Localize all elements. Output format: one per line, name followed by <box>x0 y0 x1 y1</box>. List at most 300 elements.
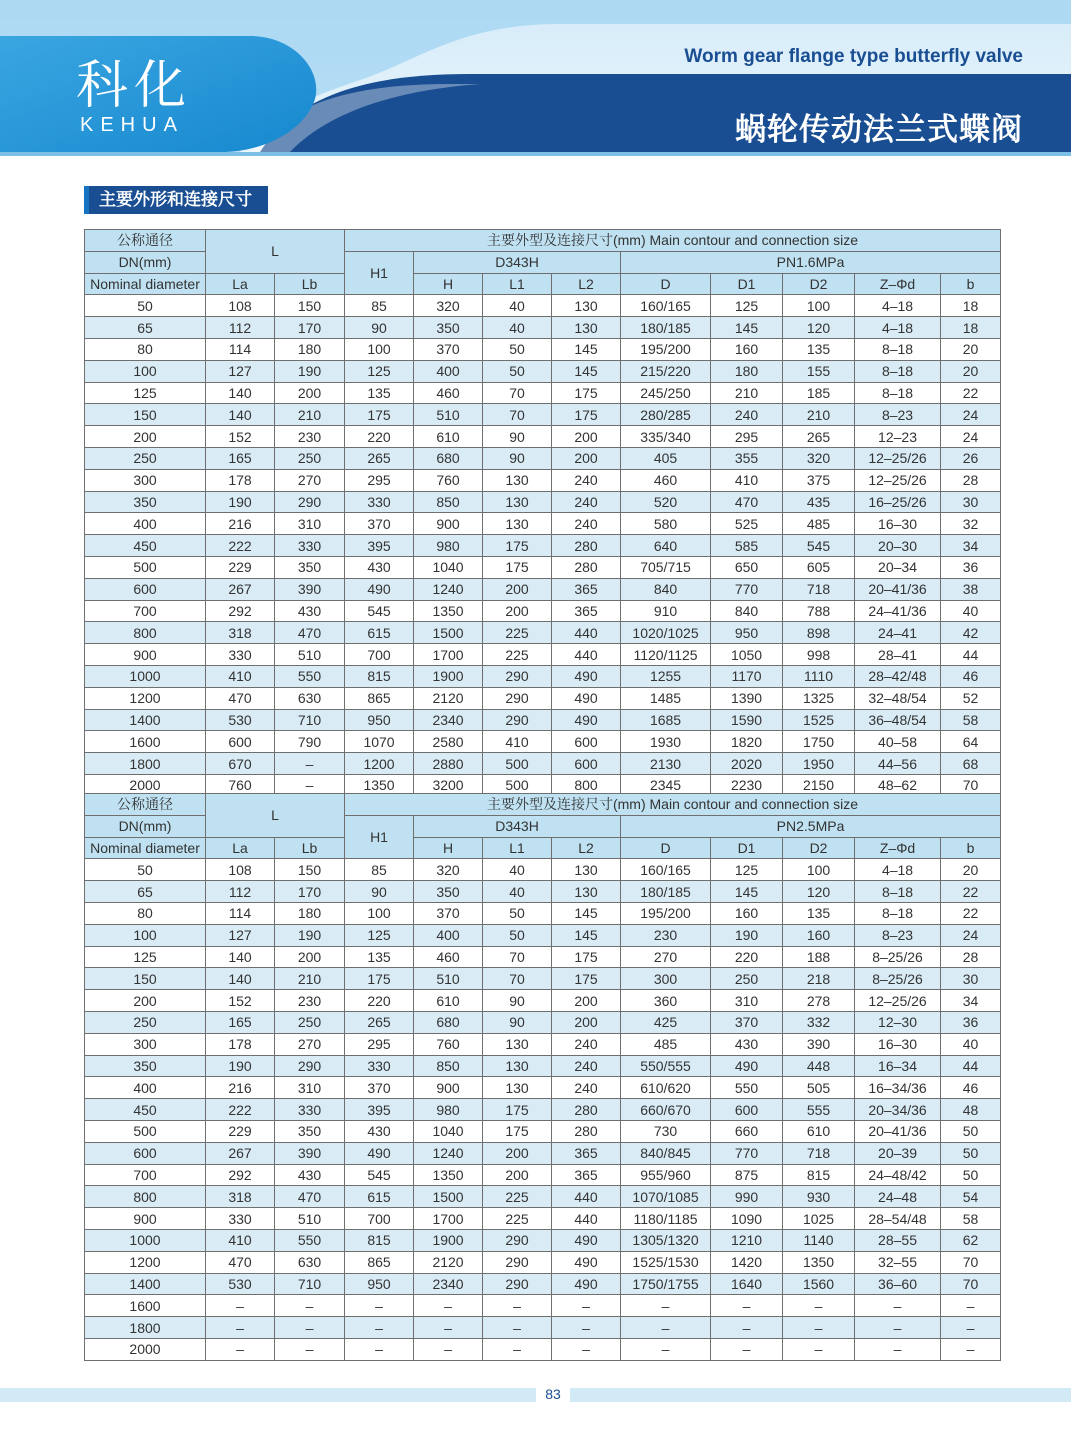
table-cell: 135 <box>345 382 414 404</box>
header-L: L <box>206 230 345 274</box>
table-cell: 1400 <box>85 709 206 731</box>
table-cell: – <box>206 1338 275 1360</box>
header-L1: L1 <box>483 837 552 859</box>
table-cell: 425 <box>621 1011 711 1033</box>
table-cell: 955/960 <box>621 1164 711 1186</box>
table-cell: 160/165 <box>621 859 711 881</box>
table-cell: 485 <box>783 513 855 535</box>
table-cell: 150 <box>275 859 345 881</box>
table-cell: 44 <box>941 1055 1001 1077</box>
table-row <box>85 1011 1001 1033</box>
table-cell: 70 <box>483 946 552 968</box>
table-cell: 1485 <box>621 687 711 709</box>
table-cell: 550 <box>275 1229 345 1251</box>
table-row <box>85 644 1001 666</box>
table-cell: 1930 <box>621 731 711 753</box>
header-model: D343H <box>414 251 621 273</box>
table-cell: 610/620 <box>621 1077 711 1099</box>
table-cell: 50 <box>85 295 206 317</box>
table-cell: 22 <box>941 881 1001 903</box>
table-cell: 230 <box>621 924 711 946</box>
table-cell: 718 <box>783 1142 855 1164</box>
table-cell: 490 <box>711 1055 783 1077</box>
table-cell: 114 <box>206 338 275 360</box>
table-cell: – <box>275 1295 345 1317</box>
table-row <box>85 1164 1001 1186</box>
title-cn: 蜗轮传动法兰式蝶阀 <box>735 112 1023 148</box>
table-cell: 900 <box>85 1208 206 1230</box>
table-cell: 545 <box>783 535 855 557</box>
table-cell: 840 <box>711 600 783 622</box>
table-cell: – <box>414 1295 483 1317</box>
table-cell: 100 <box>783 295 855 317</box>
table-cell: 24–41 <box>855 622 941 644</box>
table-cell: 300 <box>85 469 206 491</box>
table-cell: 1900 <box>414 665 483 687</box>
table-cell: 135 <box>783 902 855 924</box>
table-cell: 8–18 <box>855 338 941 360</box>
table-cell: – <box>483 1317 552 1339</box>
table-cell: 28–54/48 <box>855 1208 941 1230</box>
table-cell: 48–62 <box>855 774 941 796</box>
table-cell: 320 <box>414 295 483 317</box>
table-cell: 898 <box>783 622 855 644</box>
table-cell: 300 <box>85 1033 206 1055</box>
table-row <box>85 382 1001 404</box>
table-cell: 200 <box>85 990 206 1012</box>
table-cell: 125 <box>345 360 414 382</box>
table-cell: 90 <box>345 317 414 339</box>
table-cell: 630 <box>275 1251 345 1273</box>
table-cell: 510 <box>414 968 483 990</box>
table-cell: 700 <box>345 644 414 666</box>
table-cell: 152 <box>206 426 275 448</box>
table-cell: 130 <box>552 317 621 339</box>
table-cell: – <box>206 1295 275 1317</box>
table-cell: 1750/1755 <box>621 1273 711 1295</box>
table-cell: 34 <box>941 535 1001 557</box>
table-cell: 58 <box>941 1208 1001 1230</box>
table-cell: 34 <box>941 990 1001 1012</box>
table-cell: 460 <box>414 946 483 968</box>
table-cell: 28–55 <box>855 1229 941 1251</box>
table-cell: – <box>552 1338 621 1360</box>
table-cell: 62 <box>941 1229 1001 1251</box>
table-cell: 44 <box>941 644 1001 666</box>
header-b: b <box>941 837 1001 859</box>
table-cell: 660/670 <box>621 1099 711 1121</box>
header-D1: D1 <box>711 837 783 859</box>
table-cell: 1560 <box>783 1273 855 1295</box>
table-cell: 270 <box>621 946 711 968</box>
header-L1: L1 <box>483 273 552 295</box>
table-cell: 395 <box>345 1099 414 1121</box>
table-cell: 130 <box>483 1055 552 1077</box>
table-cell: 46 <box>941 1077 1001 1099</box>
table-cell: 200 <box>483 1164 552 1186</box>
table-cell: 20 <box>941 338 1001 360</box>
table-cell: 1020/1025 <box>621 622 711 644</box>
table-cell: 38 <box>941 578 1001 600</box>
table-cell: 50 <box>941 1164 1001 1186</box>
table-cell: 40 <box>941 600 1001 622</box>
table-cell: 145 <box>552 360 621 382</box>
table-cell: 405 <box>621 447 711 469</box>
table-cell: 130 <box>552 295 621 317</box>
table-cell: 395 <box>345 535 414 557</box>
table-cell: 4–18 <box>855 317 941 339</box>
header-nominal-cn: 公称通径 <box>85 794 206 816</box>
table-cell: 145 <box>552 338 621 360</box>
table-cell: 130 <box>483 491 552 513</box>
table-cell: 1000 <box>85 665 206 687</box>
table-cell: 265 <box>783 426 855 448</box>
table-cell: 70 <box>941 1273 1001 1295</box>
table-cell: 365 <box>552 600 621 622</box>
table-cell: 1240 <box>414 578 483 600</box>
table-cell: 330 <box>345 491 414 513</box>
table-cell: 100 <box>783 859 855 881</box>
spec-table-pn25 <box>84 793 1001 1361</box>
table-row <box>85 1186 1001 1208</box>
table-cell: 670 <box>206 753 275 775</box>
table-cell: 178 <box>206 1033 275 1055</box>
table-cell: 470 <box>711 491 783 513</box>
table-cell: 490 <box>345 578 414 600</box>
table-cell: 2880 <box>414 753 483 775</box>
header-Lb: Lb <box>275 837 345 859</box>
table-cell: 130 <box>483 1077 552 1099</box>
table-cell: 930 <box>783 1186 855 1208</box>
table-cell: 240 <box>552 1033 621 1055</box>
table-cell: 40 <box>483 295 552 317</box>
table-cell: 20 <box>941 360 1001 382</box>
table-cell: 615 <box>345 1186 414 1208</box>
table-cell: 350 <box>414 317 483 339</box>
table-cell: 218 <box>783 968 855 990</box>
table-cell: 12–23 <box>855 426 941 448</box>
table-cell: 155 <box>783 360 855 382</box>
header-D: D <box>621 273 711 295</box>
table-cell: 125 <box>85 946 206 968</box>
table-row <box>85 469 1001 491</box>
table-cell: 22 <box>941 902 1001 924</box>
table-cell: – <box>855 1317 941 1339</box>
table-cell: 265 <box>345 1011 414 1033</box>
table-cell: 330 <box>275 535 345 557</box>
table-cell: 440 <box>552 1208 621 1230</box>
table-cell: 332 <box>783 1011 855 1033</box>
logo-en: KEHUA <box>80 114 184 136</box>
table-cell: – <box>345 1338 414 1360</box>
table-cell: 448 <box>783 1055 855 1077</box>
table-row <box>85 1142 1001 1164</box>
table-cell: 1420 <box>711 1251 783 1273</box>
table-cell: 225 <box>483 644 552 666</box>
table-cell: 222 <box>206 1099 275 1121</box>
table-cell: 430 <box>711 1033 783 1055</box>
table-cell: 175 <box>345 404 414 426</box>
table-cell: 390 <box>783 1033 855 1055</box>
table-cell: 350 <box>85 1055 206 1077</box>
table-cell: 90 <box>483 426 552 448</box>
table-cell: 490 <box>552 665 621 687</box>
table-cell: 195/200 <box>621 338 711 360</box>
table-cell: 278 <box>783 990 855 1012</box>
section-title: 主要外形和连接尺寸 <box>84 186 268 214</box>
table-cell: – <box>483 1338 552 1360</box>
table-cell: – <box>783 1295 855 1317</box>
table-cell: 615 <box>345 622 414 644</box>
table-cell: 267 <box>206 1142 275 1164</box>
table-cell: 180/185 <box>621 317 711 339</box>
table-cell: 20–41/36 <box>855 1120 941 1142</box>
table-cell: 108 <box>206 859 275 881</box>
table-row <box>85 447 1001 469</box>
footer-bar-right <box>570 1388 1071 1402</box>
table-cell: 375 <box>783 469 855 491</box>
header-pressure: PN2.5MPa <box>621 815 1001 837</box>
table-cell: 400 <box>85 1077 206 1099</box>
header-Lb: Lb <box>275 273 345 295</box>
table-cell: 8–18 <box>855 360 941 382</box>
table-cell: 330 <box>345 1055 414 1077</box>
table-cell: 950 <box>345 1273 414 1295</box>
table-cell: – <box>941 1295 1001 1317</box>
table-cell: 3200 <box>414 774 483 796</box>
table-cell: 135 <box>345 946 414 968</box>
table-cell: 1525 <box>783 709 855 731</box>
table-cell: 50 <box>85 859 206 881</box>
table-cell: 190 <box>275 924 345 946</box>
table-cell: 410 <box>206 1229 275 1251</box>
table-cell: 430 <box>345 1120 414 1142</box>
table-cell: 840 <box>621 578 711 600</box>
table-cell: 1070/1085 <box>621 1186 711 1208</box>
table-row <box>85 1055 1001 1077</box>
header-nominal-cn: 公称通径 <box>85 230 206 252</box>
table-cell: 605 <box>783 556 855 578</box>
table-cell: 400 <box>85 513 206 535</box>
table-cell: 800 <box>85 622 206 644</box>
table-cell: 640 <box>621 535 711 557</box>
table-cell: 100 <box>85 924 206 946</box>
table-cell: 1685 <box>621 709 711 731</box>
table-cell: 370 <box>414 338 483 360</box>
table-cell: – <box>941 1338 1001 1360</box>
table-cell: 28–41 <box>855 644 941 666</box>
table-cell: 2120 <box>414 1251 483 1273</box>
table-cell: 1090 <box>711 1208 783 1230</box>
table-cell: 20–30 <box>855 535 941 557</box>
table-cell: 585 <box>711 535 783 557</box>
table-cell: 175 <box>483 535 552 557</box>
table-cell: 190 <box>206 491 275 513</box>
table-cell: 170 <box>275 881 345 903</box>
table-cell: 265 <box>345 447 414 469</box>
header-H1: H1 <box>345 251 414 295</box>
table-cell: 318 <box>206 622 275 644</box>
table-cell: 250 <box>275 1011 345 1033</box>
table-row <box>85 1338 1001 1360</box>
table-cell: – <box>414 1338 483 1360</box>
table-cell: 370 <box>711 1011 783 1033</box>
table-cell: 140 <box>206 382 275 404</box>
table-cell: 350 <box>414 881 483 903</box>
table-cell: 1350 <box>783 1251 855 1273</box>
header-contour: 主要外型及连接尺寸(mm) Main contour and connection size <box>345 794 1001 816</box>
header-pressure: PN1.6MPa <box>621 251 1001 273</box>
table-cell: 20 <box>941 859 1001 881</box>
table-cell: 16–25/26 <box>855 491 941 513</box>
table-cell: 210 <box>275 404 345 426</box>
table-cell: 610 <box>414 426 483 448</box>
table-cell: 490 <box>552 1273 621 1295</box>
table-cell: 600 <box>552 753 621 775</box>
table-cell: 32 <box>941 513 1001 535</box>
table-cell: – <box>414 1317 483 1339</box>
table-cell: 40 <box>483 859 552 881</box>
table-cell: 295 <box>345 1033 414 1055</box>
table-cell: 16–34/36 <box>855 1077 941 1099</box>
table-cell: 700 <box>85 600 206 622</box>
table-cell: 1025 <box>783 1208 855 1230</box>
table-cell: 70 <box>941 774 1001 796</box>
table-cell: 290 <box>483 709 552 731</box>
table-cell: 900 <box>85 644 206 666</box>
table-cell: 1350 <box>414 600 483 622</box>
table-cell: 330 <box>206 644 275 666</box>
table-cell: 295 <box>345 469 414 491</box>
table-cell: 292 <box>206 600 275 622</box>
header-nominal-unit: DN(mm) <box>85 815 206 837</box>
table-cell: 200 <box>552 990 621 1012</box>
table-cell: 36 <box>941 1011 1001 1033</box>
table-cell: 240 <box>552 469 621 491</box>
table-cell: 730 <box>621 1120 711 1142</box>
table-cell: 140 <box>206 404 275 426</box>
table-cell: 770 <box>711 1142 783 1164</box>
table-cell: – <box>711 1295 783 1317</box>
table-cell: 120 <box>783 881 855 903</box>
table-cell: 8–18 <box>855 902 941 924</box>
table-cell: 222 <box>206 535 275 557</box>
table-cell: 1040 <box>414 556 483 578</box>
header-Zd: Z–Φd <box>855 837 941 859</box>
table-cell: 150 <box>85 404 206 426</box>
table-cell: 108 <box>206 295 275 317</box>
table-cell: 188 <box>783 946 855 968</box>
table-cell: 58 <box>941 709 1001 731</box>
table-cell: 980 <box>414 1099 483 1121</box>
table-cell: 355 <box>711 447 783 469</box>
table-cell: 250 <box>275 447 345 469</box>
table-cell: 50 <box>483 924 552 946</box>
table-row <box>85 404 1001 426</box>
table-cell: – <box>552 1317 621 1339</box>
table-cell: 1750 <box>783 731 855 753</box>
table-cell: 12–30 <box>855 1011 941 1033</box>
table-cell: 28–42/48 <box>855 665 941 687</box>
table-cell: 24–48 <box>855 1186 941 1208</box>
table-cell: 2000 <box>85 774 206 796</box>
table-cell: 20–41/36 <box>855 578 941 600</box>
table-cell: – <box>941 1317 1001 1339</box>
table-cell: 200 <box>552 447 621 469</box>
table-cell: 178 <box>206 469 275 491</box>
table-cell: 900 <box>414 513 483 535</box>
table-cell: 2345 <box>621 774 711 796</box>
table-cell: – <box>275 774 345 796</box>
header-H: H <box>414 273 483 295</box>
table-cell: 1820 <box>711 731 783 753</box>
table-cell: 490 <box>552 687 621 709</box>
table-cell: 50 <box>941 1120 1001 1142</box>
table-cell: 490 <box>552 709 621 731</box>
table-cell: 80 <box>85 338 206 360</box>
table-cell: 190 <box>711 924 783 946</box>
table-cell: 1640 <box>711 1273 783 1295</box>
table-cell: 1070 <box>345 731 414 753</box>
table-row <box>85 665 1001 687</box>
table-cell: 900 <box>414 1077 483 1099</box>
table-cell: 555 <box>783 1099 855 1121</box>
table-cell: 350 <box>275 556 345 578</box>
table-cell: 510 <box>275 1208 345 1230</box>
table-cell: 140 <box>206 968 275 990</box>
table-cell: 400 <box>414 360 483 382</box>
table-cell: 2150 <box>783 774 855 796</box>
table-cell: 8–25/26 <box>855 946 941 968</box>
table-cell: 998 <box>783 644 855 666</box>
table-cell: 250 <box>711 968 783 990</box>
table-cell: 950 <box>345 709 414 731</box>
table-cell: 350 <box>85 491 206 513</box>
table-cell: 990 <box>711 1186 783 1208</box>
table-cell: 430 <box>275 1164 345 1186</box>
table-cell: 140 <box>206 946 275 968</box>
table-cell: 460 <box>621 469 711 491</box>
table-cell: – <box>206 1317 275 1339</box>
table-cell: 1900 <box>414 1229 483 1251</box>
table-row <box>85 902 1001 924</box>
table-cell: 190 <box>206 1055 275 1077</box>
table-cell: 525 <box>711 513 783 535</box>
table-cell: 225 <box>483 1208 552 1230</box>
table-cell: 280 <box>552 1120 621 1142</box>
table-cell: 1500 <box>414 1186 483 1208</box>
table-cell: 8–18 <box>855 382 941 404</box>
header-L2: L2 <box>552 273 621 295</box>
table-cell: 160 <box>783 924 855 946</box>
header-L2: L2 <box>552 837 621 859</box>
table-cell: 320 <box>414 859 483 881</box>
table-cell: 490 <box>552 1251 621 1273</box>
table-cell: 20–34/36 <box>855 1099 941 1121</box>
table-cell: 680 <box>414 1011 483 1033</box>
table-cell: 485 <box>621 1033 711 1055</box>
table-row <box>85 1229 1001 1251</box>
table-cell: 1390 <box>711 687 783 709</box>
table-cell: 1120/1125 <box>621 644 711 666</box>
table-cell: 44–56 <box>855 753 941 775</box>
table-cell: 310 <box>711 990 783 1012</box>
table-cell: 170 <box>275 317 345 339</box>
table-cell: 50 <box>941 1142 1001 1164</box>
table-cell: 145 <box>711 317 783 339</box>
table-cell: 875 <box>711 1164 783 1186</box>
table-cell: 85 <box>345 295 414 317</box>
